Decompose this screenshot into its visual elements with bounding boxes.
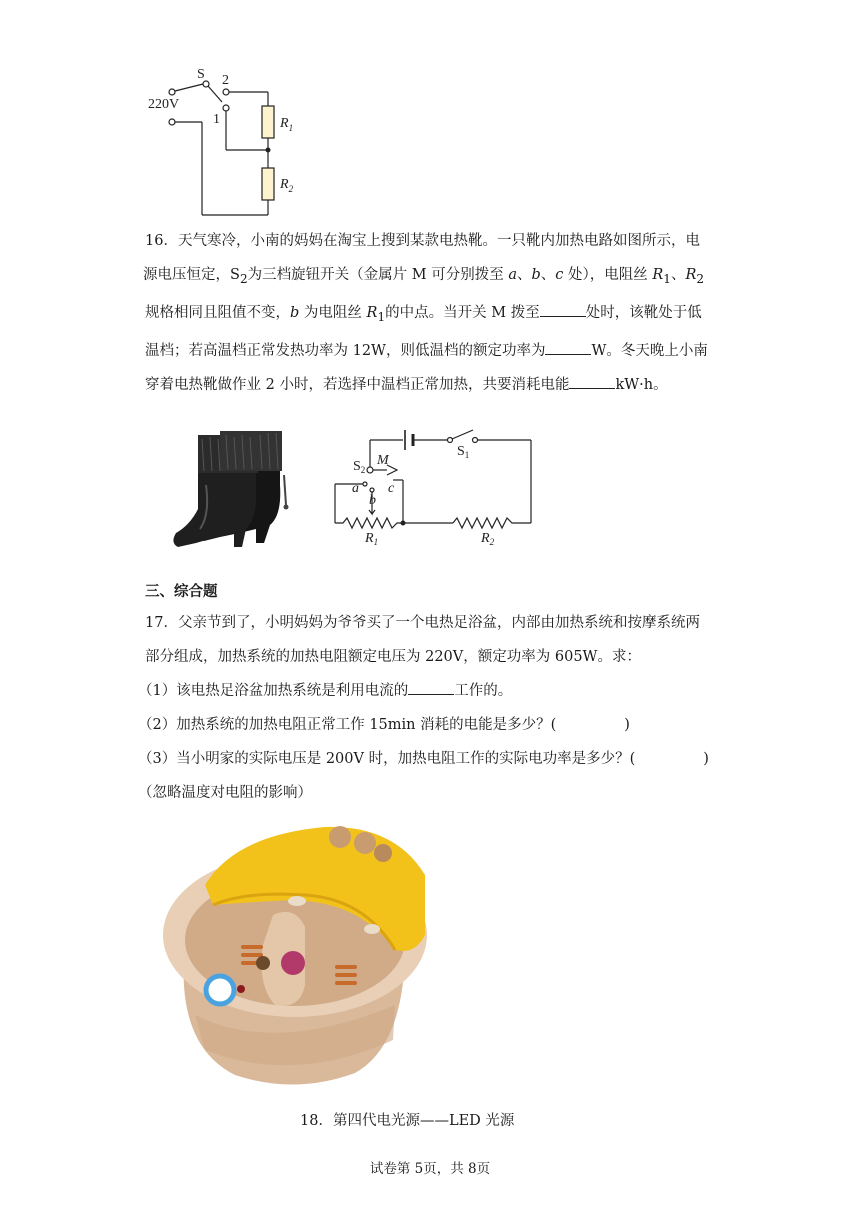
m-label: M: [377, 453, 389, 468]
q17-part-1: （1）该电热足浴盆加热系统是利用电流的 工作的。: [138, 674, 720, 708]
svg-text:R1: [279, 116, 293, 133]
b-label: b: [369, 493, 376, 508]
s2-label: S: [353, 459, 361, 474]
q17-line-2: 部分组成，加热系统的加热电阻额定电压为 220V，额定功率为 605W。求：: [145, 649, 641, 665]
r1-label: R: [365, 531, 374, 546]
r2-sub: 2: [489, 537, 495, 547]
q17-line-1: 17．父亲节到了，小明妈妈为爷爷买了一个电热足浴盆，内部由加热系统和按摩系统两: [145, 615, 700, 631]
q17-part-2: （2）加热系统的加热电阻正常工作 15min 消耗的电能是多少？( ): [138, 717, 630, 733]
s1-label: S: [457, 444, 465, 459]
a-label: a: [352, 481, 359, 496]
q17-part-3: （3）当小明家的实际电压是 200V 时，加热电阻工作的实际电功率是多少？( ): [138, 751, 709, 767]
voltage-label: 220V: [148, 97, 180, 112]
svg-text:R2: [279, 177, 294, 194]
q16-line-3: 规格相同且阻值不变，b 为电阻丝 $R_1$的中点。当开关 M 拨至 处时，该靴处于低: [145, 296, 720, 334]
circuit-diagram-1: [140, 60, 310, 220]
q16-line-1: 16．天气寒冷，小南的妈妈在淘宝上搜到某款电热靴。一只靴内加热电路如图所示，电: [145, 233, 700, 249]
foot-spa-image: [155, 815, 430, 1090]
r2-label: R: [481, 531, 490, 546]
contact-2-label: 2: [222, 73, 229, 88]
s1-sub: 1: [464, 450, 470, 460]
answer-blank[interactable]: [545, 340, 591, 355]
circuit-diagram-2: [325, 422, 540, 552]
switch-label: S: [197, 67, 205, 82]
section-heading: 三、综合题: [145, 583, 218, 600]
q16-line-2: 源电压恒定，$S_2$为三档旋钮开关（金属片 M 可分别拨至 a、b、c 处），电阻丝 $R_1$、$R_2$: [143, 267, 705, 286]
question-18-title: 18．第四代电光源——LED 光源: [300, 1113, 515, 1129]
r2-sub: 2: [288, 184, 294, 194]
c-label: c: [388, 481, 395, 496]
svg-text:S1: [457, 444, 469, 460]
q17-note: （忽略温度对电阻的影响）: [138, 785, 312, 801]
r1-sub: 1: [288, 123, 294, 133]
q16-line-5: 穿着电热靴做作业 2 小时，若选择中温档正常加热，共要消耗电能 kW·h。: [145, 368, 720, 402]
answer-blank[interactable]: [540, 302, 586, 317]
answer-blank[interactable]: [408, 680, 454, 695]
question-16: [145, 224, 720, 402]
svg-text:R1: [364, 531, 378, 547]
svg-text:R2: [480, 531, 495, 547]
r2-label: R: [280, 177, 289, 192]
answer-blank[interactable]: [569, 374, 615, 389]
boot-image: [160, 425, 290, 555]
r1-label: R: [280, 116, 289, 131]
svg-text:S2: [353, 459, 365, 475]
s2-sub: 2: [360, 465, 366, 475]
q16-line-4: 温档；若高温档正常发热功率为 12W，则低温档的额定功率为 W。冬天晚上小南: [145, 334, 720, 368]
r1-sub: 1: [373, 537, 379, 547]
contact-1-label: 1: [213, 112, 220, 127]
page-footer: 试卷第 5页，共 8页: [369, 1161, 491, 1177]
question-17: [138, 606, 720, 810]
